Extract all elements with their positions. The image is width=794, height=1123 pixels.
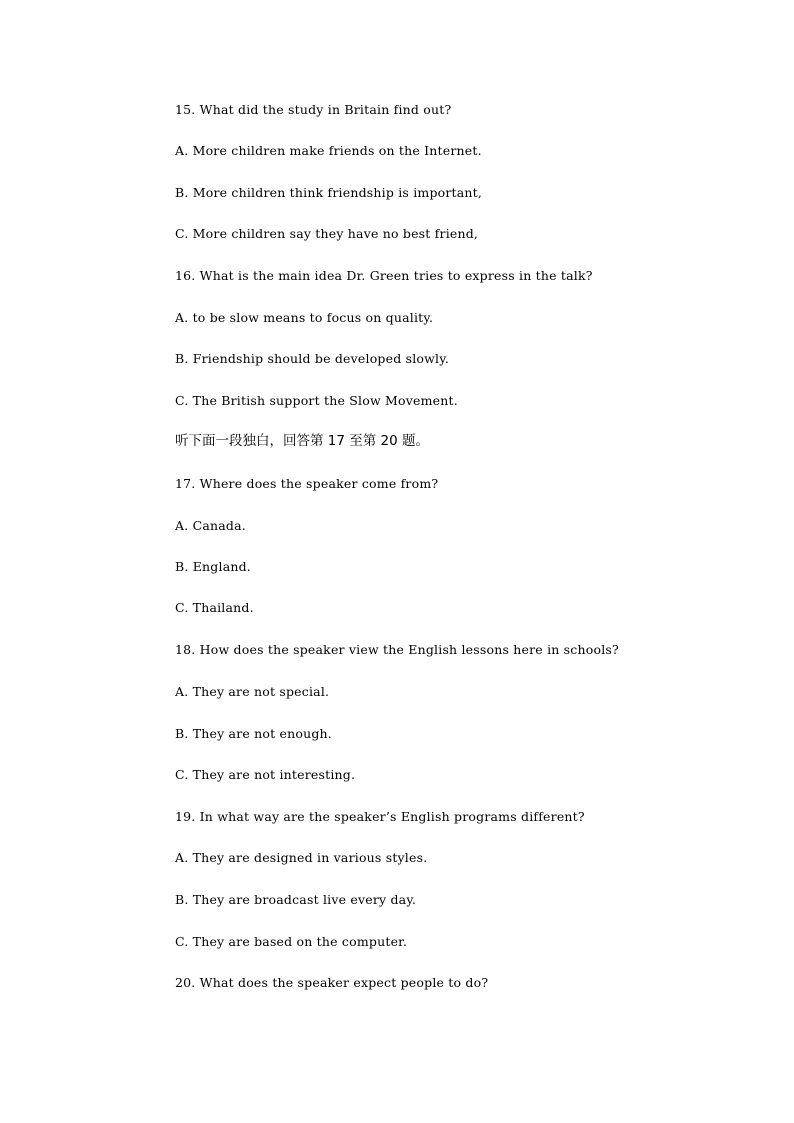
question-16: 16. What is the main idea Dr. Green tries to express in the talk? <box>175 268 593 283</box>
option-18-c: C. They are not interesting. <box>175 767 356 782</box>
option-15-b: B. More children think friendship is important, <box>175 185 483 200</box>
option-15-c: C. More children say they have no best friend, <box>175 226 479 241</box>
option-19-a: A. They are designed in various styles. <box>175 850 428 865</box>
section-instruction: 听下面一段独白，回答第 17 至第 20 题。 <box>175 433 430 449</box>
option-18-b: B. They are not enough. <box>175 726 332 741</box>
question-15: 15. What did the study in Britain find out? <box>175 102 452 117</box>
option-19-c: C. They are based on the computer. <box>175 934 408 949</box>
option-17-a: A. Canada. <box>175 518 246 533</box>
question-19: 19. In what way are the speaker’s English programs different? <box>175 809 585 824</box>
option-19-b: B. They are broadcast live every day. <box>175 892 417 907</box>
option-16-c: C. The British support the Slow Movement. <box>175 393 458 408</box>
option-16-a: A. to be slow means to focus on quality. <box>175 310 434 325</box>
question-18: 18. How does the speaker view the English lessons here in schools? <box>175 642 619 657</box>
question-17: 17. Where does the speaker come from? <box>175 476 439 491</box>
option-18-a: A. They are not special. <box>175 684 330 699</box>
option-16-b: B. Friendship should be developed slowly. <box>175 351 450 366</box>
option-17-b: B. England. <box>175 559 251 574</box>
option-15-a: A. More children make friends on the Internet. <box>175 143 482 158</box>
question-20: 20. What does the speaker expect people to do? <box>175 975 489 990</box>
option-17-c: C. Thailand. <box>175 600 254 615</box>
